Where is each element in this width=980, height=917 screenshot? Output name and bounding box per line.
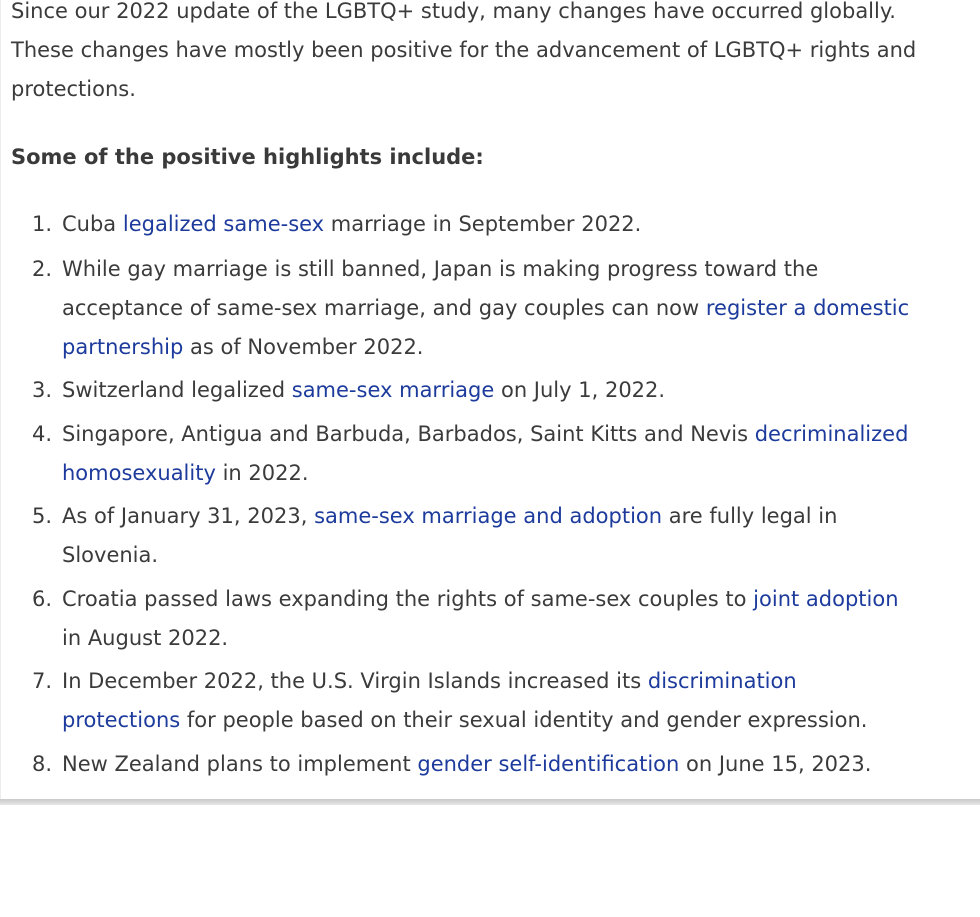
list-item-line bbox=[62, 371, 980, 410]
register-domestic-partnership-link-continued[interactable]: partnership bbox=[62, 335, 184, 359]
list-item-line bbox=[62, 536, 980, 575]
decriminalized-homosexuality-link-continued[interactable]: homosexuality bbox=[62, 461, 216, 485]
item-text: as of November 2022. bbox=[183, 335, 424, 359]
list-item bbox=[32, 580, 980, 658]
list-item bbox=[32, 745, 980, 784]
item-text: marriage in September 2022. bbox=[324, 212, 642, 236]
item-text: on July 1, 2022. bbox=[494, 378, 666, 402]
item-text: Croatia passed laws expanding the rights of same-sex couples to bbox=[62, 587, 754, 611]
item-text: In December 2022, the U.S. Virgin Islands increased its bbox=[62, 669, 648, 693]
intro-line-3: protections. bbox=[11, 77, 136, 101]
list-item-line bbox=[62, 662, 980, 701]
list-item-line bbox=[62, 745, 980, 784]
list-item bbox=[32, 662, 980, 740]
list-item-line bbox=[62, 619, 980, 658]
list-item-number: 7. bbox=[32, 669, 53, 693]
item-text: Slovenia. bbox=[62, 543, 159, 567]
list-item bbox=[32, 415, 980, 493]
list-item-line bbox=[62, 289, 980, 328]
list-item-number: 5. bbox=[32, 504, 53, 528]
highlights-heading: Some of the positive highlights include: bbox=[11, 145, 484, 169]
list-item-line bbox=[62, 701, 980, 740]
legalized-same-sex-link[interactable]: legalized same-sex bbox=[122, 212, 325, 236]
intro-line-1: Since our 2022 update of the LGBTQ+ study, many changes have occurred globally. bbox=[11, 0, 896, 23]
list-item-line bbox=[62, 497, 980, 536]
item-text: acceptance of same-sex marriage, and gay couples can now bbox=[62, 296, 706, 320]
item-text: for people based on their sexual identity and gender expression. bbox=[180, 708, 868, 732]
discrimination-protections-link[interactable]: discrimination bbox=[647, 669, 797, 693]
list-item-line bbox=[62, 250, 980, 289]
blank-area bbox=[0, 805, 980, 917]
list-item-line bbox=[62, 205, 980, 244]
item-text: on June 15, 2023. bbox=[679, 752, 872, 776]
item-text: in August 2022. bbox=[62, 626, 229, 650]
list-item bbox=[32, 205, 980, 244]
gender-self-identification-link[interactable]: gender self-identification bbox=[417, 752, 680, 776]
same-sex-marriage-link[interactable]: same-sex marriage bbox=[291, 378, 495, 402]
list-item-number: 2. bbox=[32, 257, 53, 281]
item-text: in 2022. bbox=[215, 461, 309, 485]
list-item-number: 8. bbox=[32, 752, 53, 776]
decriminalized-homosexuality-link[interactable]: decriminalized bbox=[754, 422, 909, 446]
item-text: As of January 31, 2023, bbox=[62, 504, 315, 528]
discrimination-protections-link-continued[interactable]: protections bbox=[62, 708, 181, 732]
item-text: New Zealand plans to implement bbox=[62, 752, 418, 776]
list-item-number: 1. bbox=[32, 212, 53, 236]
same-sex-marriage-and-adoption-link[interactable]: same-sex marriage and adoption bbox=[314, 504, 663, 528]
item-text: are fully legal in bbox=[662, 504, 838, 528]
item-text: While gay marriage is still banned, Japan is making progress toward the bbox=[62, 257, 819, 281]
list-item-number: 3. bbox=[32, 378, 53, 402]
list-item bbox=[32, 497, 980, 575]
register-domestic-partnership-link[interactable]: register a domestic bbox=[705, 296, 910, 320]
list-item-line bbox=[62, 454, 980, 493]
list-item-line bbox=[62, 580, 980, 619]
item-text: Cuba bbox=[62, 212, 123, 236]
list-item-line bbox=[62, 415, 980, 454]
item-text: Singapore, Antigua and Barbuda, Barbados, Saint Kitts and Nevis bbox=[62, 422, 755, 446]
list-item-line bbox=[62, 328, 980, 367]
list-item-number: 6. bbox=[32, 587, 53, 611]
list-item-number: 4. bbox=[32, 422, 53, 446]
intro-line-2: These changes have mostly been positive for the advancement of LGBTQ+ rights and bbox=[11, 38, 917, 62]
list-item bbox=[32, 371, 980, 410]
joint-adoption-link[interactable]: joint adoption bbox=[753, 587, 899, 611]
item-text: Switzerland legalized bbox=[62, 378, 292, 402]
intro-paragraph bbox=[11, 0, 980, 109]
list-item bbox=[32, 250, 980, 367]
